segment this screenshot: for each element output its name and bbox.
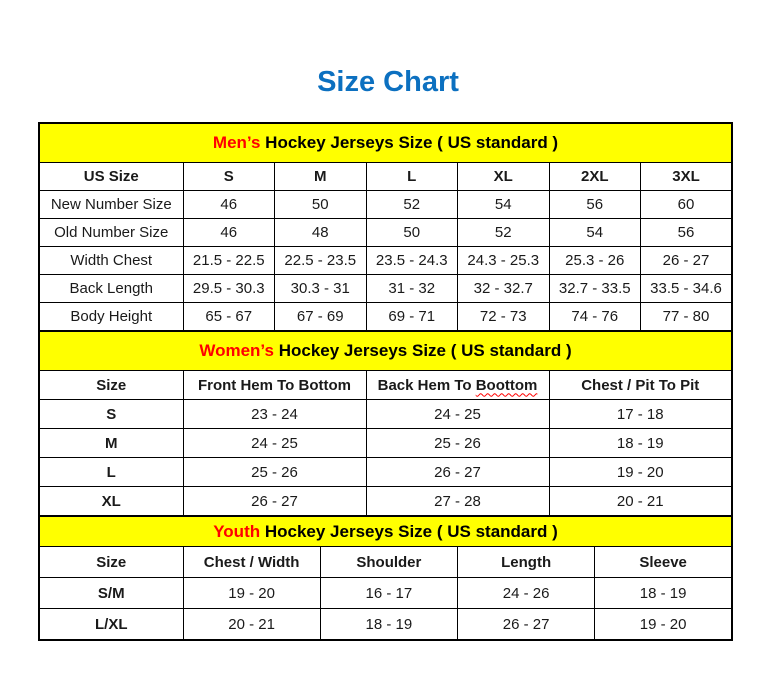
table-cell: 23 - 24	[183, 400, 366, 429]
table-row	[39, 400, 732, 429]
table-cell: 26 - 27	[183, 487, 366, 517]
table-cell: 26 - 27	[641, 247, 733, 275]
column-header	[320, 547, 457, 578]
column-header-label: L	[407, 168, 417, 185]
column-header	[641, 163, 733, 191]
mens-section-title	[39, 123, 732, 163]
table-cell: 72 - 73	[458, 303, 550, 332]
womens-size-table	[38, 330, 733, 517]
column-header-label: Front Hem To Bottom	[197, 376, 352, 394]
column-header-label: 2XL	[580, 168, 609, 185]
column-header	[39, 371, 183, 400]
row-label: S	[39, 400, 183, 429]
table-cell: 46	[183, 191, 275, 219]
table-cell: 24.3 - 25.3	[458, 247, 550, 275]
table-row	[39, 609, 732, 641]
row-label: L	[39, 458, 183, 487]
table-cell: 74 - 76	[549, 303, 641, 332]
column-header-label: US Size	[83, 168, 139, 185]
mens-table-body	[39, 191, 732, 332]
youth-section-header-row	[39, 516, 732, 547]
column-header	[183, 371, 366, 400]
youth-table-body	[39, 578, 732, 641]
table-cell: 18 - 19	[320, 609, 457, 641]
page-title: Size Chart	[317, 66, 459, 98]
table-cell: 19 - 20	[595, 609, 732, 641]
column-header	[366, 371, 549, 400]
column-header-label: S	[223, 168, 234, 185]
column-header	[183, 547, 320, 578]
column-header-label: Sleeve	[639, 553, 687, 571]
column-header	[39, 163, 183, 191]
womens-column-header-row	[39, 371, 732, 400]
table-cell: 60	[641, 191, 733, 219]
table-cell: 25 - 26	[183, 458, 366, 487]
table-cell: 31 - 32	[366, 275, 458, 303]
column-header	[549, 371, 732, 400]
row-label: Body Height	[39, 303, 183, 332]
column-header	[275, 163, 367, 191]
row-label: L/XL	[39, 609, 183, 641]
column-header	[39, 547, 183, 578]
table-cell: 20 - 21	[549, 487, 732, 517]
table-cell: 67 - 69	[275, 303, 367, 332]
table-cell: 65 - 67	[183, 303, 275, 332]
row-label: Back Length	[39, 275, 183, 303]
table-row	[39, 429, 732, 458]
row-label: M	[39, 429, 183, 458]
table-row	[39, 191, 732, 219]
row-label: S/M	[39, 578, 183, 609]
row-label: New Number Size	[39, 191, 183, 219]
table-cell: 26 - 27	[458, 609, 595, 641]
youth-section-title-rest: Hockey Jerseys Size ( US standard )	[260, 521, 558, 541]
row-label: Width Chest	[39, 247, 183, 275]
column-header-label: Back Hem To	[377, 376, 476, 394]
table-cell: 54	[549, 219, 641, 247]
table-cell: 16 - 17	[320, 578, 457, 609]
table-cell: 46	[183, 219, 275, 247]
size-tables	[38, 122, 733, 641]
column-header-label: Chest / Width	[203, 553, 300, 571]
column-header-label: Chest / Pit To Pit	[581, 376, 700, 394]
table-cell: 24 - 25	[183, 429, 366, 458]
table-cell: 22.5 - 23.5	[275, 247, 367, 275]
table-cell: 19 - 20	[183, 578, 320, 609]
table-cell: 27 - 28	[366, 487, 549, 517]
table-cell: 56	[549, 191, 641, 219]
table-cell: 17 - 18	[549, 400, 732, 429]
column-header-label: Length	[501, 553, 552, 571]
table-cell: 50	[366, 219, 458, 247]
table-row	[39, 578, 732, 609]
column-header	[458, 163, 550, 191]
column-header-label: Size	[96, 376, 127, 394]
table-row	[39, 247, 732, 275]
mens-section-title-highlight: Men’s	[212, 133, 261, 152]
youth-column-header-row	[39, 547, 732, 578]
table-cell: 24 - 25	[366, 400, 549, 429]
womens-section-title-highlight: Women’s	[199, 341, 274, 360]
column-header-label: 3XL	[672, 168, 700, 185]
row-label: XL	[39, 487, 183, 517]
table-cell: 19 - 20	[549, 458, 732, 487]
womens-section-title-rest: Hockey Jerseys Size ( US standard )	[273, 341, 572, 360]
table-cell: 18 - 19	[549, 429, 732, 458]
table-cell: 29.5 - 30.3	[183, 275, 275, 303]
column-header-label: Shoulder	[356, 553, 422, 571]
table-cell: 69 - 71	[366, 303, 458, 332]
table-cell: 48	[275, 219, 367, 247]
table-cell: 23.5 - 24.3	[366, 247, 458, 275]
table-cell: 25 - 26	[366, 429, 549, 458]
womens-section-title	[39, 331, 732, 371]
youth-section-title	[39, 516, 732, 547]
table-cell: 32 - 32.7	[458, 275, 550, 303]
youth-section-title-highlight: Youth	[213, 521, 261, 541]
table-cell: 20 - 21	[183, 609, 320, 641]
table-row	[39, 219, 732, 247]
row-label: Old Number Size	[39, 219, 183, 247]
table-cell: 52	[366, 191, 458, 219]
column-header-label: M	[314, 168, 327, 185]
table-cell: 52	[458, 219, 550, 247]
womens-section-header-row	[39, 331, 732, 371]
table-cell: 26 - 27	[366, 458, 549, 487]
table-cell: 50	[275, 191, 367, 219]
table-cell: 18 - 19	[595, 578, 732, 609]
table-cell: 33.5 - 34.6	[641, 275, 733, 303]
column-header	[595, 547, 732, 578]
column-header	[458, 547, 595, 578]
column-header-label: XL	[493, 168, 513, 185]
table-cell: 56	[641, 219, 733, 247]
mens-size-table	[38, 122, 733, 332]
column-header	[183, 163, 275, 191]
mens-section-title-rest: Hockey Jerseys Size ( US standard )	[260, 133, 559, 152]
mens-column-header-row	[39, 163, 732, 191]
table-row	[39, 275, 732, 303]
table-cell: 54	[458, 191, 550, 219]
misspelled-word: Boottom	[475, 376, 538, 394]
table-cell: 32.7 - 33.5	[549, 275, 641, 303]
column-header-label: Size	[96, 553, 127, 571]
column-header	[366, 163, 458, 191]
table-cell: 21.5 - 22.5	[183, 247, 275, 275]
table-cell: 30.3 - 31	[275, 275, 367, 303]
womens-table-body	[39, 400, 732, 517]
table-cell: 25.3 - 26	[549, 247, 641, 275]
table-row	[39, 458, 732, 487]
table-row	[39, 487, 732, 517]
youth-size-table	[38, 515, 733, 641]
table-cell: 24 - 26	[458, 578, 595, 609]
mens-section-header-row	[39, 123, 732, 163]
column-header	[549, 163, 641, 191]
table-row	[39, 303, 732, 332]
table-cell: 77 - 80	[641, 303, 733, 332]
